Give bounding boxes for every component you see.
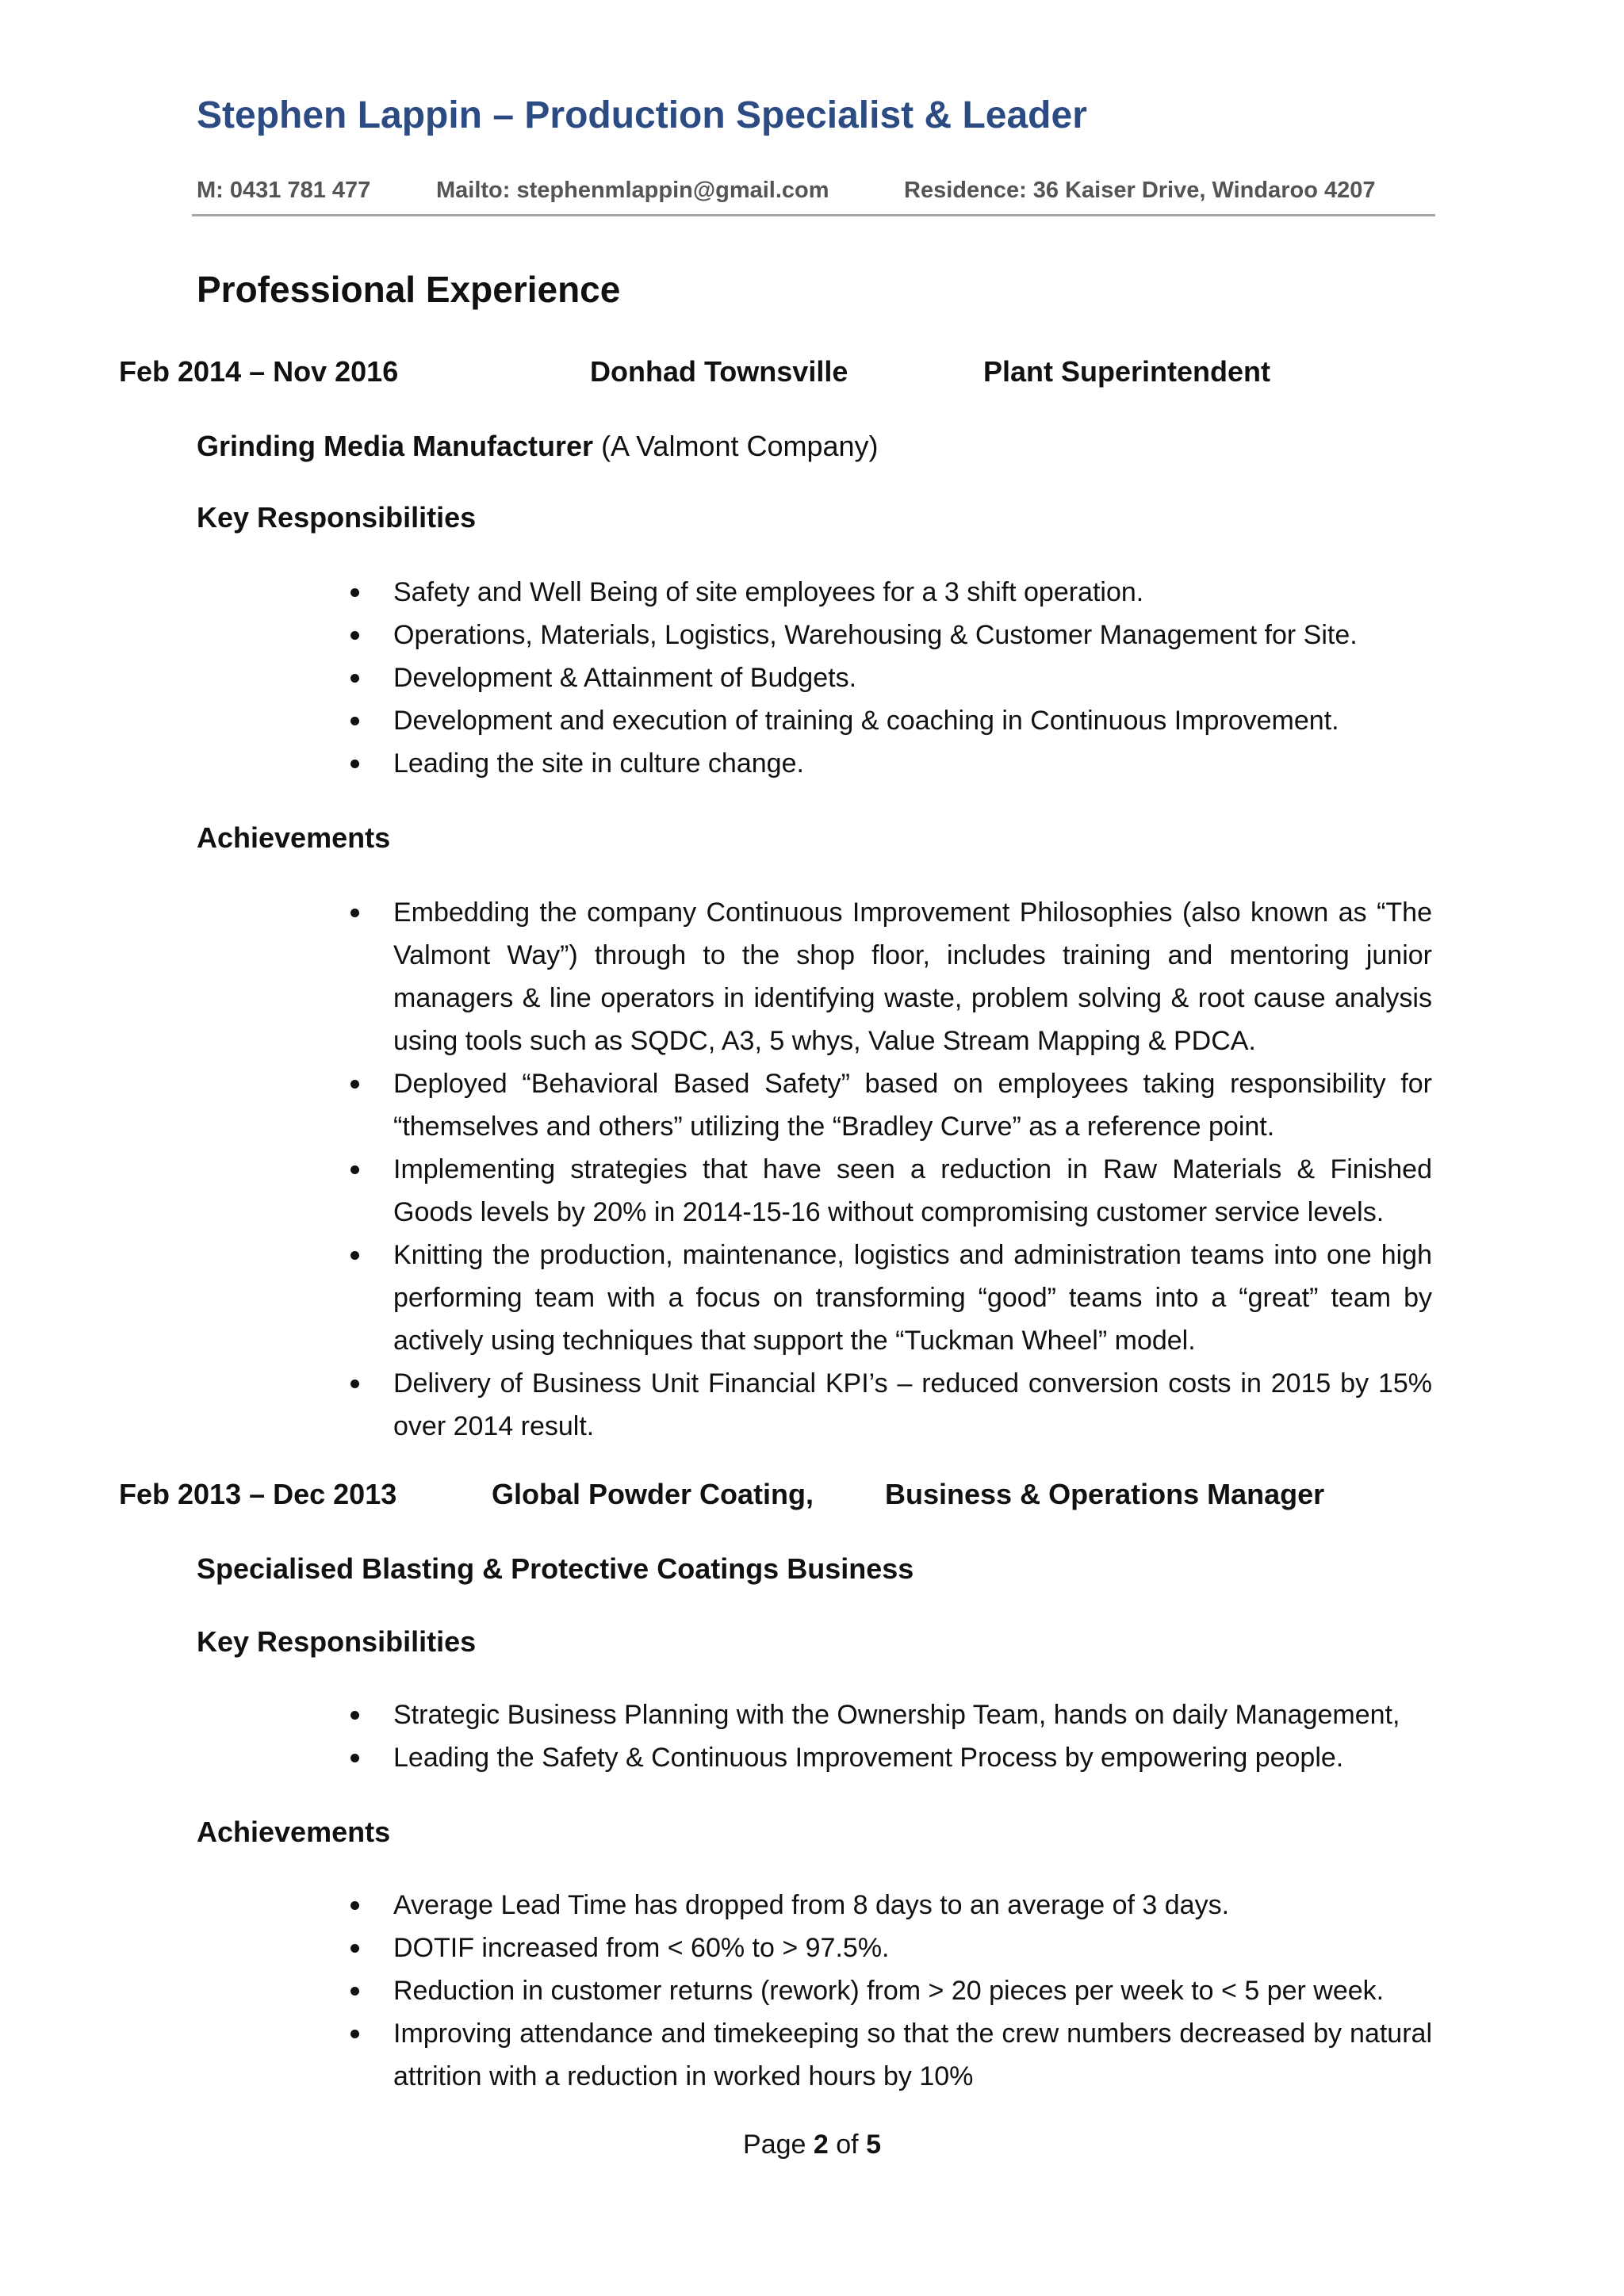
- job-dates: Feb 2013 – Dec 2013: [119, 1478, 397, 1510]
- list-item: Leading the Safety & Continuous Improvement Process by empowering people.: [393, 1736, 1432, 1779]
- list-item: Deployed “Behavioral Based Safety” based on employees taking responsibility for “themselves and others” utilizing the “Bradley Curve” as a reference point.: [393, 1062, 1432, 1148]
- list-item: Implementing strategies that have seen a reduction in Raw Materials & Finished Goods levels by 20% in 2014-15-16 without compromising customer service levels.: [393, 1148, 1432, 1234]
- achievements-list: [393, 891, 1432, 1448]
- job-company: Donhad Townsville: [590, 355, 848, 388]
- responsibilities-list: [393, 1693, 1432, 1779]
- achievements-heading: Achievements: [197, 1816, 391, 1848]
- email-link[interactable]: Mailto: stephenmlappin@gmail.com: [436, 178, 829, 203]
- header-divider: [192, 214, 1435, 216]
- responsibilities-list: [393, 571, 1432, 785]
- job-role: Plant Superintendent: [983, 355, 1271, 388]
- list-item: Operations, Materials, Logistics, Warehousing & Customer Management for Site.: [393, 614, 1432, 656]
- job-role: Business & Operations Manager: [885, 1478, 1325, 1510]
- achievements-list: [393, 1884, 1432, 2098]
- list-item: Embedding the company Continuous Improvement Philosophies (also known as “The Valmont Way”) through to the shop floor, includes training and mentoring junior managers & line operators in identifying waste, problem solving & root cause analysis using tools such as SQDC, A3, 5 whys, Value Stream Mapping & PDCA.: [393, 891, 1432, 1062]
- list-item: Reduction in customer returns (rework) from > 20 pieces per week to < 5 per week.: [393, 1969, 1432, 2012]
- footer-of-word: of: [836, 2130, 859, 2160]
- list-item: Delivery of Business Unit Financial KPI’s – reduced conversion costs in 2015 by 15% over 2014 result.: [393, 1362, 1432, 1448]
- job-subtitle: [197, 1552, 914, 1586]
- job-dates: Feb 2014 – Nov 2016: [119, 355, 399, 388]
- resume-title: Stephen Lappin – Production Specialist & Leader: [197, 94, 1087, 136]
- job-header: [119, 1478, 1467, 1517]
- responsibilities-heading: Key Responsibilities: [197, 1625, 477, 1658]
- footer-page-current: 2: [813, 2130, 829, 2160]
- list-item: Improving attendance and timekeeping so that the crew numbers decreased by natural attrition with a reduction in worked hours by 10%: [393, 2012, 1432, 2098]
- list-item: Safety and Well Being of site employees for a 3 shift operation.: [393, 571, 1432, 614]
- job-subtitle-bold: Specialised Blasting & Protective Coatings Business: [197, 1552, 914, 1585]
- phone-number: M: 0431 781 477: [197, 178, 371, 203]
- list-item: Strategic Business Planning with the Ownership Team, hands on daily Management,: [393, 1693, 1432, 1736]
- achievements-heading: Achievements: [197, 821, 391, 854]
- job-company: Global Powder Coating,: [492, 1478, 814, 1510]
- section-heading: Professional Experience: [197, 269, 621, 310]
- residence-address: Residence: 36 Kaiser Drive, Windaroo 4207: [904, 178, 1376, 203]
- job-header: [119, 355, 1467, 395]
- job-subtitle: [197, 430, 879, 463]
- job-subtitle-normal: (A Valmont Company): [601, 430, 879, 462]
- list-item: Development and execution of training & coaching in Continuous Improvement.: [393, 699, 1432, 742]
- list-item: Average Lead Time has dropped from 8 days to an average of 3 days.: [393, 1884, 1432, 1927]
- list-item: Knitting the production, maintenance, logistics and administration teams into one high performing team with a focus on transforming “good” teams into a “great” team by actively using techniques that support the “Tuckman Wheel” model.: [393, 1234, 1432, 1362]
- responsibilities-heading: Key Responsibilities: [197, 501, 477, 534]
- job-subtitle-bold: Grinding Media Manufacturer: [197, 430, 594, 462]
- footer-page-word: Page: [743, 2130, 806, 2160]
- list-item: Development & Attainment of Budgets.: [393, 656, 1432, 699]
- footer-page-total: 5: [866, 2130, 881, 2160]
- list-item: DOTIF increased from < 60% to > 97.5%.: [393, 1927, 1432, 1969]
- list-item: Leading the site in culture change.: [393, 742, 1432, 785]
- page-footer: [0, 2130, 1624, 2160]
